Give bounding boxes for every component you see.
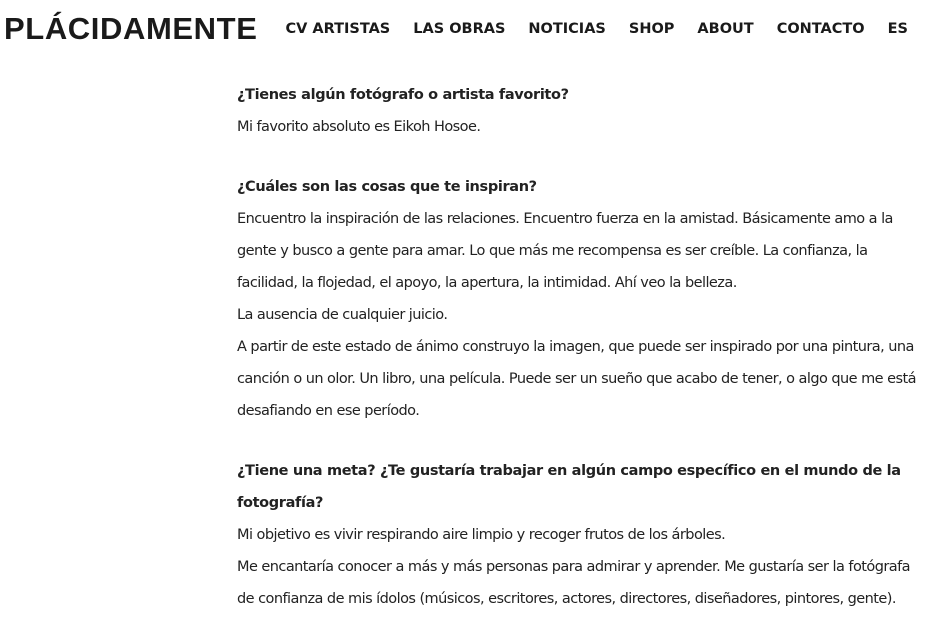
qa-section-favorite-artist	[237, 79, 917, 143]
site-logo[interactable]: PLÁCIDAMENTE	[4, 11, 258, 46]
answer-paragraph: A partir de este estado de ánimo construyo la imagen, que puede ser inspirado por una pintura, una canción o un olor. Un libro, una película. Puede ser un sueño que acabo de tener, o algo que me está desafiando en ese período.	[237, 339, 916, 419]
article-body	[237, 79, 917, 629]
answer-paragraph: Encuentro la inspiración de las relaciones. Encuentro fuerza en la amistad. Básicamente amo a la gente y busco a gente para amar. Lo que más me recompensa es ser creíble. La confianza, la facilidad, la flojedad, el apoyo, la apertura, la intimidad. Ahí veo la belleza.	[237, 211, 893, 291]
nav-item-about[interactable]: ABOUT	[697, 21, 754, 37]
qa-section-inspiration	[237, 171, 917, 427]
answer-paragraph: Mi objetivo es vivir respirando aire limpio y recoger frutos de los árboles.	[237, 527, 726, 543]
nav-item-shop[interactable]: SHOP	[628, 21, 675, 37]
question-heading: ¿Cuáles son las cosas que te inspiran?	[237, 179, 537, 195]
question-heading: ¿Tiene una meta? ¿Te gustaría trabajar en algún campo específico en el mundo de la fotografía?	[237, 463, 901, 511]
site-header	[0, 0, 952, 60]
nav-item-noticias[interactable]: NOTICIAS	[528, 21, 606, 37]
main-nav	[285, 19, 908, 39]
qa-section-goal	[237, 455, 917, 615]
question-heading: ¿Tienes algún fotógrafo o artista favorito?	[237, 87, 569, 103]
language-switcher[interactable]: ES	[887, 21, 908, 37]
nav-item-cv-artistas[interactable]: CV ARTISTAS	[285, 21, 391, 37]
answer-paragraph: Mi favorito absoluto es Eikoh Hosoe.	[237, 119, 481, 135]
nav-item-las-obras[interactable]: LAS OBRAS	[413, 21, 506, 37]
answer-paragraph: La ausencia de cualquier juicio.	[237, 307, 448, 323]
nav-item-contacto[interactable]: CONTACTO	[776, 21, 865, 37]
answer-paragraph: Me encantaría conocer a más y más personas para admirar y aprender. Me gustaría ser la fotógrafa de confianza de mis ídolos (músicos, escritores, actores, directores, diseñadores, pintores, gente).	[237, 559, 911, 607]
